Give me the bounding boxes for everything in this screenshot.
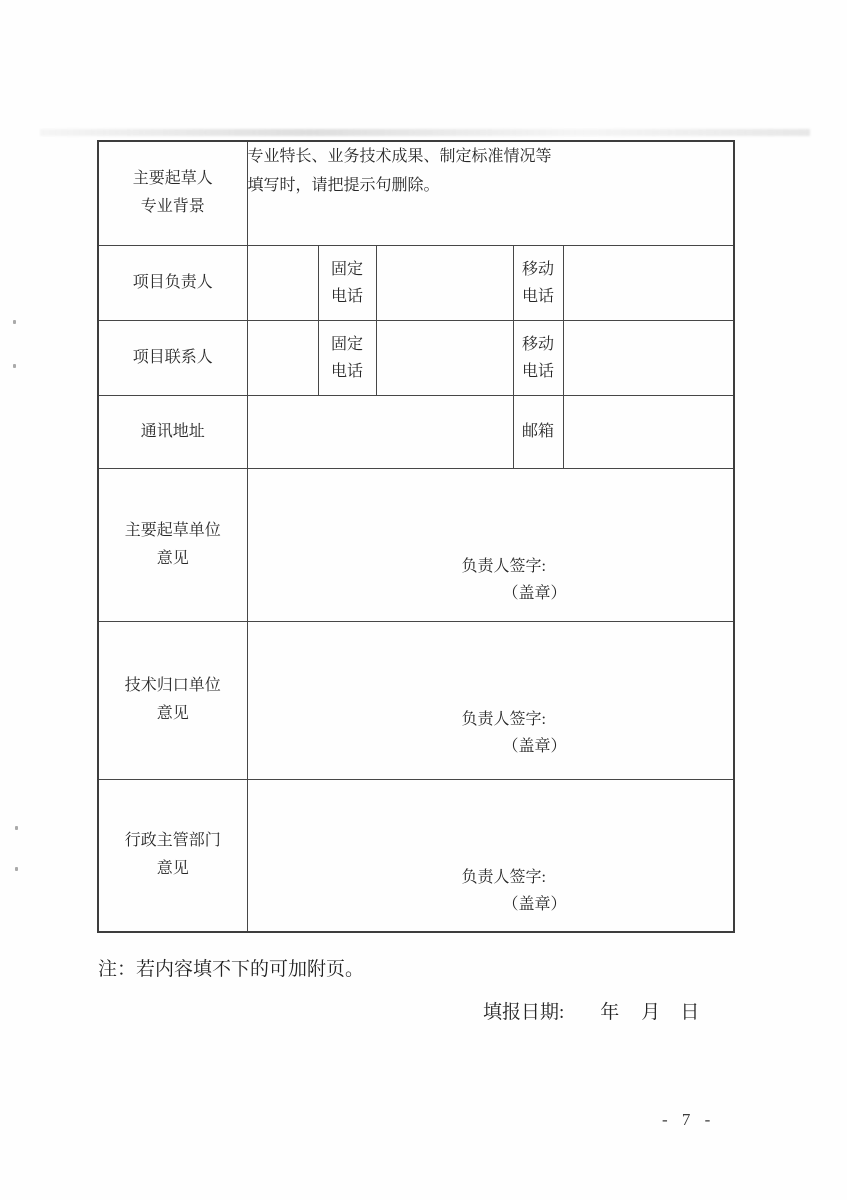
date-day-label: 日 (680, 1002, 700, 1023)
mobile-phone-label-line2: 电话 (521, 362, 554, 380)
scan-artifact-band (40, 129, 810, 136)
email-value-cell (563, 395, 734, 468)
drafting-unit-opinion-cell (247, 468, 734, 621)
technical-unit-opinion-label-line1: 技术归口单位 (124, 677, 221, 694)
row-drafter-background (98, 141, 734, 245)
row-technical-unit-opinion (98, 621, 734, 779)
project-leader-fixed-phone-label (318, 245, 376, 320)
row-project-leader (98, 245, 734, 320)
admin-dept-opinion-cell (247, 779, 734, 932)
admin-dept-opinion-label (98, 779, 247, 932)
fill-date-label: 填报日期: (483, 1002, 565, 1023)
fixed-phone-label-line2: 电话 (330, 287, 363, 305)
technical-unit-opinion-label-line2: 意见 (156, 705, 189, 722)
fixed-phone-label-line1: 固定 (330, 335, 363, 353)
seal-label: （盖章） (502, 895, 567, 913)
fill-date-line (483, 997, 699, 1024)
project-leader-fixed-phone-value-cell (376, 245, 513, 320)
project-contact-label: 项目联系人 (98, 320, 247, 395)
signature-label: 负责人签字: (461, 710, 546, 728)
page-number: - 7 - (662, 1110, 716, 1129)
technical-unit-opinion-cell (247, 621, 734, 779)
row-mailing-address (98, 395, 734, 468)
date-month-label: 月 (641, 1002, 661, 1023)
drafting-unit-opinion-label (98, 468, 247, 621)
signature-block (248, 622, 734, 760)
email-label: 邮箱 (513, 395, 563, 468)
signature-label: 负责人签字: (461, 557, 546, 575)
mobile-phone-label-line1: 移动 (521, 260, 554, 278)
mailing-address-label: 通讯地址 (98, 395, 247, 468)
drafter-background-hint-line1: 专业特长、业务技术成果、制定标准情况等 (247, 148, 552, 165)
fixed-phone-label-line2: 电话 (330, 362, 363, 380)
technical-unit-opinion-label (98, 621, 247, 779)
mobile-phone-label-line1: 移动 (521, 335, 554, 353)
seal-label: （盖章） (502, 737, 567, 755)
drafter-background-hint-line2: 填写时，请把提示句删除。 (247, 177, 440, 194)
drafter-background-label (98, 141, 247, 245)
mailing-address-value-cell (247, 395, 513, 468)
scan-speck (15, 867, 18, 871)
project-contact-fixed-phone-value-cell (376, 320, 513, 395)
project-contact-fixed-phone-label (318, 320, 376, 395)
signature-block (248, 469, 734, 607)
signature-block (248, 780, 734, 918)
mobile-phone-label-line2: 电话 (521, 287, 554, 305)
project-leader-label: 项目负责人 (98, 245, 247, 320)
seal-label: （盖章） (502, 584, 567, 602)
scan-speck (13, 364, 16, 368)
row-admin-dept-opinion (98, 779, 734, 932)
scan-speck (13, 320, 16, 324)
application-form-table (97, 140, 735, 933)
project-leader-mobile-phone-value-cell (563, 245, 734, 320)
project-leader-name-cell (247, 245, 318, 320)
drafter-background-content-cell (247, 141, 734, 245)
fixed-phone-label-line1: 固定 (330, 260, 363, 278)
date-year-label: 年 (600, 1002, 620, 1023)
drafter-background-label-line1: 主要起草人 (132, 170, 213, 188)
drafting-unit-opinion-label-line2: 意见 (156, 549, 189, 567)
project-contact-name-cell (247, 320, 318, 395)
row-project-contact (98, 320, 734, 395)
project-contact-mobile-phone-label (513, 320, 563, 395)
project-leader-mobile-phone-label (513, 245, 563, 320)
project-contact-mobile-phone-value-cell (563, 320, 734, 395)
admin-dept-opinion-label-line2: 意见 (156, 860, 189, 878)
drafting-unit-opinion-label-line1: 主要起草单位 (124, 521, 221, 539)
scan-speck (15, 826, 18, 830)
drafter-background-label-line2: 专业背景 (140, 198, 205, 216)
signature-label: 负责人签字: (461, 868, 546, 886)
row-drafting-unit-opinion (98, 468, 734, 621)
attachment-note: 注：若内容填不下的可加附页。 (98, 959, 365, 980)
admin-dept-opinion-label-line1: 行政主管部门 (124, 832, 221, 850)
